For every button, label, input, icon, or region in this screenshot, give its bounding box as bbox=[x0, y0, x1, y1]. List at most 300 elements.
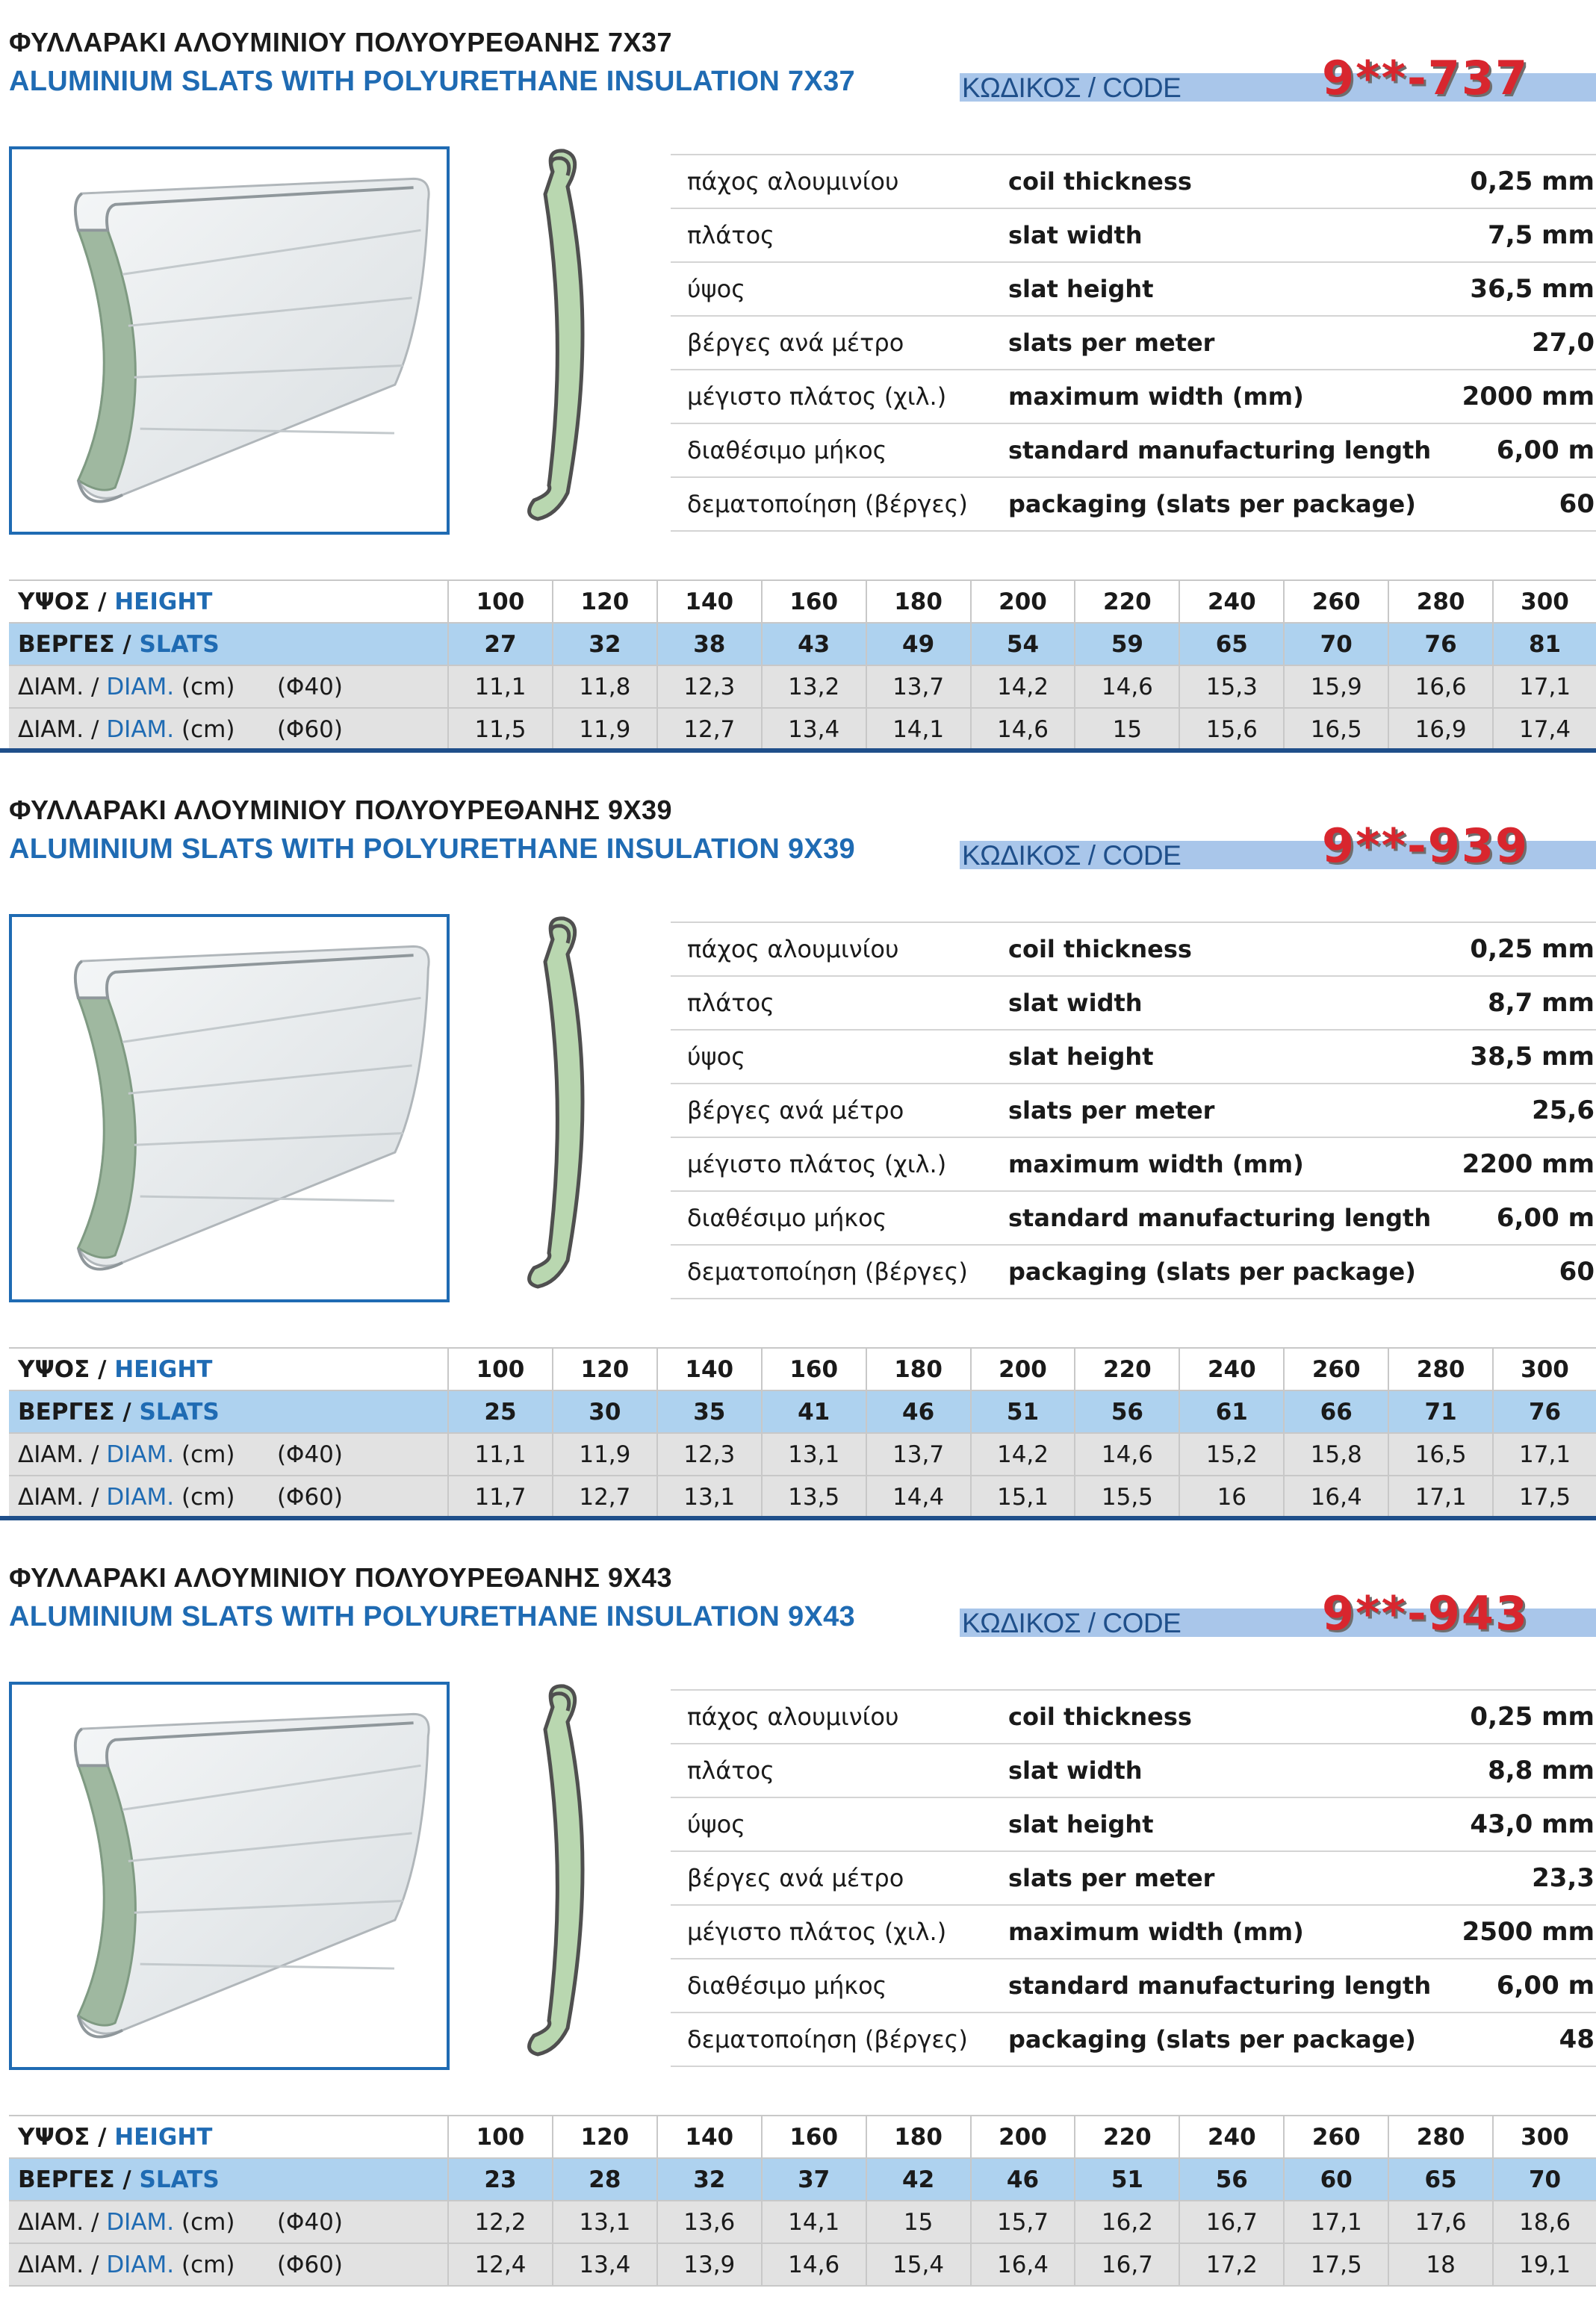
cell: 16,2 bbox=[1075, 2201, 1179, 2243]
cell: 17,1 bbox=[1493, 665, 1596, 708]
cell: 12,3 bbox=[657, 665, 762, 708]
spec-row bbox=[671, 1797, 1596, 1851]
spec-row bbox=[671, 1690, 1596, 1744]
spec-row bbox=[671, 155, 1596, 208]
spec-label-english: maximum width (mm) bbox=[1008, 1905, 1455, 1959]
cell: 43 bbox=[762, 623, 866, 665]
spec-label-greek: ύψος bbox=[671, 262, 1008, 316]
section-divider bbox=[0, 1516, 1596, 1520]
spec-label-greek: διαθέσιμο μήκος bbox=[671, 1191, 1008, 1245]
spec-value: 48 bbox=[1455, 2013, 1596, 2066]
row-label-diameter bbox=[9, 2243, 448, 2286]
title-greek: ΦΥΛΛΑΡΑΚΙ ΑΛΟΥΜΙΝΙΟΥ ΠΟΛΥΟΥΡΕΘΑΝΗΣ 7Χ37 bbox=[9, 27, 673, 58]
cell: 28 bbox=[553, 2158, 657, 2201]
spec-value: 43,0 mm bbox=[1455, 1797, 1596, 1851]
code-label: ΚΩΔΙΚΟΣ / CODE bbox=[962, 840, 1182, 871]
spec-label-greek: διαθέσιμο μήκος bbox=[671, 423, 1008, 477]
spec-label-greek: βέργες ανά μέτρο bbox=[671, 316, 1008, 370]
cell: 17,5 bbox=[1493, 1476, 1596, 1518]
cell: 140 bbox=[657, 580, 762, 623]
label-greek: ΔΙΑΜ. / bbox=[18, 2208, 107, 2236]
cell: 15,4 bbox=[866, 2243, 971, 2286]
spec-value: 0,25 mm bbox=[1455, 155, 1596, 208]
label-phi: (Φ40) bbox=[276, 1440, 343, 1468]
cell: 13,7 bbox=[866, 665, 971, 708]
cell: 11,8 bbox=[553, 665, 657, 708]
cell: 140 bbox=[657, 1348, 762, 1390]
spec-label-english: slat width bbox=[1008, 1744, 1455, 1797]
label-greek: ΔΙΑΜ. / bbox=[18, 673, 107, 700]
label-greek: ΔΙΑΜ. / bbox=[18, 1440, 107, 1468]
title-greek: ΦΥΛΛΑΡΑΚΙ ΑΛΟΥΜΙΝΙΟΥ ΠΟΛΥΟΥΡΕΘΑΝΗΣ 9Χ39 bbox=[9, 795, 673, 825]
spec-label-greek: μέγιστο πλάτος (χιλ.) bbox=[671, 1905, 1008, 1959]
spec-row bbox=[671, 370, 1596, 423]
cell: 16,6 bbox=[1388, 665, 1493, 708]
cell: 18 bbox=[1388, 2243, 1493, 2286]
row-heights bbox=[9, 580, 1596, 623]
label-english: DIAM. bbox=[106, 2251, 175, 2278]
spec-label-english: standard manufacturing length bbox=[1008, 1191, 1455, 1245]
product-section-1 bbox=[0, 0, 1596, 768]
row-label-diameter bbox=[9, 708, 448, 750]
cell: 11,5 bbox=[448, 708, 553, 750]
spec-row bbox=[671, 1030, 1596, 1084]
cell: 220 bbox=[1075, 2116, 1179, 2158]
cell: 300 bbox=[1493, 580, 1596, 623]
row-label-height bbox=[9, 580, 448, 623]
cell: 65 bbox=[1179, 623, 1284, 665]
cell: 17,2 bbox=[1179, 2243, 1284, 2286]
spec-value: 2500 mm bbox=[1455, 1905, 1596, 1959]
cell: 13,1 bbox=[657, 1476, 762, 1518]
cell: 18,6 bbox=[1493, 2201, 1596, 2243]
cell: 13,4 bbox=[762, 708, 866, 750]
cell: 11,1 bbox=[448, 1433, 553, 1476]
row-label-diameter bbox=[9, 1476, 448, 1518]
code-value: 9**-943 bbox=[1322, 1586, 1530, 1641]
spec-label-greek: μέγιστο πλάτος (χιλ.) bbox=[671, 1137, 1008, 1191]
cell: 25 bbox=[448, 1390, 553, 1433]
cell: 65 bbox=[1388, 2158, 1493, 2201]
cell: 17,6 bbox=[1388, 2201, 1493, 2243]
label-english: DIAM. bbox=[106, 715, 175, 743]
cell: 120 bbox=[553, 2116, 657, 2158]
cell: 13,5 bbox=[762, 1476, 866, 1518]
cell: 200 bbox=[971, 2116, 1075, 2158]
title-english: ALUMINIUM SLATS WITH POLYURETHANE INSULATION 9X43 bbox=[9, 1601, 855, 1632]
label-unit: (cm) bbox=[174, 2251, 235, 2278]
label-english: HEIGHT bbox=[114, 2123, 213, 2151]
spec-value: 25,6 bbox=[1455, 1084, 1596, 1137]
label-phi: (Φ60) bbox=[276, 1483, 343, 1511]
cell: 17,1 bbox=[1493, 1433, 1596, 1476]
label-greek: ΒΕΡΓΕΣ / bbox=[18, 1398, 140, 1426]
spec-row bbox=[671, 2013, 1596, 2066]
spec-row bbox=[671, 477, 1596, 531]
cell: 160 bbox=[762, 1348, 866, 1390]
cell: 240 bbox=[1179, 580, 1284, 623]
row-slats bbox=[9, 623, 1596, 665]
cell: 100 bbox=[448, 1348, 553, 1390]
cell: 300 bbox=[1493, 1348, 1596, 1390]
row-diam40 bbox=[9, 2201, 1596, 2243]
cell: 11,9 bbox=[553, 1433, 657, 1476]
cell: 12,3 bbox=[657, 1433, 762, 1476]
spec-value: 60 bbox=[1455, 477, 1596, 531]
dimension-table bbox=[9, 1347, 1596, 1519]
spec-value: 6,00 m bbox=[1455, 1959, 1596, 2013]
cell: 49 bbox=[866, 623, 971, 665]
cell: 16 bbox=[1179, 1476, 1284, 1518]
cell: 42 bbox=[866, 2158, 971, 2201]
label-english: DIAM. bbox=[106, 1440, 175, 1468]
label-greek: ΥΨΟΣ / bbox=[18, 588, 115, 615]
spec-label-english: maximum width (mm) bbox=[1008, 1137, 1455, 1191]
cell: 61 bbox=[1179, 1390, 1284, 1433]
cell: 220 bbox=[1075, 1348, 1179, 1390]
spec-label-greek: δεματοποίηση (βέργες) bbox=[671, 2013, 1008, 2066]
spec-value: 8,8 mm bbox=[1455, 1744, 1596, 1797]
spec-value: 36,5 mm bbox=[1455, 262, 1596, 316]
row-heights bbox=[9, 1348, 1596, 1390]
cell: 14,6 bbox=[762, 2243, 866, 2286]
cell: 15 bbox=[866, 2201, 971, 2243]
cell: 16,7 bbox=[1179, 2201, 1284, 2243]
spec-row bbox=[671, 423, 1596, 477]
spec-label-english: slats per meter bbox=[1008, 1851, 1455, 1905]
cell: 180 bbox=[866, 2116, 971, 2158]
title-english: ALUMINIUM SLATS WITH POLYURETHANE INSULATION 9X39 bbox=[9, 833, 855, 865]
cell: 14,6 bbox=[971, 708, 1075, 750]
cell: 71 bbox=[1388, 1390, 1493, 1433]
cell: 81 bbox=[1493, 623, 1596, 665]
cell: 35 bbox=[657, 1390, 762, 1433]
cell: 13,4 bbox=[553, 2243, 657, 2286]
slat-profile-drawing bbox=[515, 1677, 612, 2066]
spec-label-english: slat width bbox=[1008, 208, 1455, 262]
spec-row bbox=[671, 208, 1596, 262]
cell: 140 bbox=[657, 2116, 762, 2158]
row-slats bbox=[9, 1390, 1596, 1433]
cell: 13,7 bbox=[866, 1433, 971, 1476]
cell: 60 bbox=[1284, 2158, 1388, 2201]
cell: 32 bbox=[657, 2158, 762, 2201]
cell: 100 bbox=[448, 580, 553, 623]
slat-profile-drawing bbox=[515, 142, 612, 530]
cell: 180 bbox=[866, 580, 971, 623]
cell: 59 bbox=[1075, 623, 1179, 665]
label-phi: (Φ40) bbox=[276, 2208, 343, 2236]
cell: 13,9 bbox=[657, 2243, 762, 2286]
row-slats bbox=[9, 2158, 1596, 2201]
spec-value: 0,25 mm bbox=[1455, 922, 1596, 976]
cell: 56 bbox=[1179, 2158, 1284, 2201]
cell: 30 bbox=[553, 1390, 657, 1433]
cell: 56 bbox=[1075, 1390, 1179, 1433]
spec-label-greek: βέργες ανά μέτρο bbox=[671, 1084, 1008, 1137]
label-english: DIAM. bbox=[106, 673, 175, 700]
cell: 37 bbox=[762, 2158, 866, 2201]
cell: 14,4 bbox=[866, 1476, 971, 1518]
cell: 14,1 bbox=[866, 708, 971, 750]
slat-photo bbox=[9, 1682, 450, 2070]
cell: 15,6 bbox=[1179, 708, 1284, 750]
label-phi: (Φ60) bbox=[276, 715, 343, 743]
cell: 15,8 bbox=[1284, 1433, 1388, 1476]
cell: 41 bbox=[762, 1390, 866, 1433]
spec-row bbox=[671, 1905, 1596, 1959]
cell: 14,2 bbox=[971, 665, 1075, 708]
cell: 200 bbox=[971, 1348, 1075, 1390]
cell: 38 bbox=[657, 623, 762, 665]
slat-photo bbox=[9, 146, 450, 535]
cell: 240 bbox=[1179, 2116, 1284, 2158]
spec-label-greek: δεματοποίηση (βέργες) bbox=[671, 477, 1008, 531]
cell: 51 bbox=[971, 1390, 1075, 1433]
row-diam60 bbox=[9, 1476, 1596, 1518]
cell: 70 bbox=[1284, 623, 1388, 665]
spec-value: 7,5 mm bbox=[1455, 208, 1596, 262]
cell: 280 bbox=[1388, 580, 1493, 623]
section-divider bbox=[0, 748, 1596, 753]
row-label-diameter bbox=[9, 2201, 448, 2243]
cell: 14,6 bbox=[1075, 665, 1179, 708]
spec-value: 38,5 mm bbox=[1455, 1030, 1596, 1084]
label-phi: (Φ60) bbox=[276, 2251, 343, 2278]
spec-label-greek: πάχος αλουμινίου bbox=[671, 155, 1008, 208]
cell: 13,6 bbox=[657, 2201, 762, 2243]
product-section-3 bbox=[0, 1535, 1596, 2303]
spec-label-greek: πάχος αλουμινίου bbox=[671, 1690, 1008, 1744]
spec-row bbox=[671, 1959, 1596, 2013]
cell: 100 bbox=[448, 2116, 553, 2158]
cell: 15,1 bbox=[971, 1476, 1075, 1518]
spec-row bbox=[671, 1084, 1596, 1137]
code-value: 9**-939 bbox=[1322, 818, 1530, 873]
title-english: ALUMINIUM SLATS WITH POLYURETHANE INSULATION 7X37 bbox=[9, 66, 855, 97]
label-greek: ΒΕΡΓΕΣ / bbox=[18, 2166, 140, 2193]
specs-table bbox=[671, 921, 1596, 1299]
spec-label-greek: ύψος bbox=[671, 1797, 1008, 1851]
cell: 160 bbox=[762, 580, 866, 623]
cell: 120 bbox=[553, 580, 657, 623]
spec-label-english: packaging (slats per package) bbox=[1008, 1245, 1455, 1299]
label-phi: (Φ40) bbox=[276, 673, 343, 700]
cell: 23 bbox=[448, 2158, 553, 2201]
slat-photo bbox=[9, 914, 450, 1302]
spec-label-greek: μέγιστο πλάτος (χιλ.) bbox=[671, 370, 1008, 423]
specs-table bbox=[671, 154, 1596, 532]
cell: 16,9 bbox=[1388, 708, 1493, 750]
label-english: HEIGHT bbox=[114, 1355, 213, 1383]
cell: 19,1 bbox=[1493, 2243, 1596, 2286]
label-english: DIAM. bbox=[106, 2208, 175, 2236]
row-label-slats bbox=[9, 623, 448, 665]
spec-label-greek: πλάτος bbox=[671, 208, 1008, 262]
spec-row bbox=[671, 262, 1596, 316]
cell: 13,2 bbox=[762, 665, 866, 708]
spec-label-english: coil thickness bbox=[1008, 922, 1455, 976]
spec-value: 2200 mm bbox=[1455, 1137, 1596, 1191]
product-section-2 bbox=[0, 768, 1596, 1535]
cell: 27 bbox=[448, 623, 553, 665]
spec-label-greek: πλάτος bbox=[671, 976, 1008, 1030]
cell: 76 bbox=[1493, 1390, 1596, 1433]
slat-profile bbox=[515, 142, 612, 530]
title-greek: ΦΥΛΛΑΡΑΚΙ ΑΛΟΥΜΙΝΙΟΥ ΠΟΛΥΟΥΡΕΘΑΝΗΣ 9Χ43 bbox=[9, 1562, 673, 1593]
row-label-diameter bbox=[9, 1433, 448, 1476]
slat-profile bbox=[515, 1677, 612, 2066]
cell: 76 bbox=[1388, 623, 1493, 665]
cell: 15 bbox=[1075, 708, 1179, 750]
cell: 11,7 bbox=[448, 1476, 553, 1518]
specs-table bbox=[671, 1689, 1596, 2067]
slat-photo-drawing bbox=[12, 149, 447, 532]
cell: 46 bbox=[971, 2158, 1075, 2201]
dimension-table bbox=[9, 579, 1596, 751]
row-heights bbox=[9, 2116, 1596, 2158]
row-diam40 bbox=[9, 665, 1596, 708]
cell: 46 bbox=[866, 1390, 971, 1433]
label-greek: ΔΙΑΜ. / bbox=[18, 715, 107, 743]
spec-label-english: coil thickness bbox=[1008, 155, 1455, 208]
cell: 280 bbox=[1388, 1348, 1493, 1390]
cell: 120 bbox=[553, 1348, 657, 1390]
spec-label-english: coil thickness bbox=[1008, 1690, 1455, 1744]
row-label-diameter bbox=[9, 665, 448, 708]
spec-row bbox=[671, 316, 1596, 370]
spec-row bbox=[671, 922, 1596, 976]
spec-label-english: packaging (slats per package) bbox=[1008, 477, 1455, 531]
label-unit: (cm) bbox=[174, 2208, 235, 2236]
spec-label-english: maximum width (mm) bbox=[1008, 370, 1455, 423]
spec-row bbox=[671, 1744, 1596, 1797]
row-diam40 bbox=[9, 1433, 1596, 1476]
label-unit: (cm) bbox=[174, 715, 235, 743]
cell: 12,7 bbox=[657, 708, 762, 750]
cell: 13,1 bbox=[553, 2201, 657, 2243]
spec-label-greek: δεματοποίηση (βέργες) bbox=[671, 1245, 1008, 1299]
cell: 16,5 bbox=[1284, 708, 1388, 750]
spec-value: 6,00 m bbox=[1455, 423, 1596, 477]
spec-label-english: slat height bbox=[1008, 1797, 1455, 1851]
cell: 16,7 bbox=[1075, 2243, 1179, 2286]
cell: 17,1 bbox=[1284, 2201, 1388, 2243]
label-english: DIAM. bbox=[106, 1483, 175, 1511]
cell: 15,7 bbox=[971, 2201, 1075, 2243]
cell: 16,4 bbox=[971, 2243, 1075, 2286]
label-unit: (cm) bbox=[174, 1483, 235, 1511]
cell: 11,9 bbox=[553, 708, 657, 750]
cell: 16,5 bbox=[1388, 1433, 1493, 1476]
cell: 240 bbox=[1179, 1348, 1284, 1390]
cell: 66 bbox=[1284, 1390, 1388, 1433]
spec-value: 6,00 m bbox=[1455, 1191, 1596, 1245]
spec-label-english: slat height bbox=[1008, 1030, 1455, 1084]
label-greek: ΥΨΟΣ / bbox=[18, 2123, 115, 2151]
spec-row bbox=[671, 1137, 1596, 1191]
spec-row bbox=[671, 1245, 1596, 1299]
cell: 14,2 bbox=[971, 1433, 1075, 1476]
spec-value: 2000 mm bbox=[1455, 370, 1596, 423]
spec-value: 27,0 bbox=[1455, 316, 1596, 370]
row-diam60 bbox=[9, 708, 1596, 750]
spec-label-english: standard manufacturing length bbox=[1008, 1959, 1455, 2013]
cell: 14,1 bbox=[762, 2201, 866, 2243]
cell: 160 bbox=[762, 2116, 866, 2158]
cell: 12,2 bbox=[448, 2201, 553, 2243]
row-diam60 bbox=[9, 2243, 1596, 2286]
cell: 11,1 bbox=[448, 665, 553, 708]
cell: 180 bbox=[866, 1348, 971, 1390]
slat-photo-drawing bbox=[12, 917, 447, 1299]
cell: 260 bbox=[1284, 1348, 1388, 1390]
cell: 70 bbox=[1493, 2158, 1596, 2201]
slat-photo-drawing bbox=[12, 1685, 447, 2067]
label-english: SLATS bbox=[139, 2166, 220, 2193]
cell: 260 bbox=[1284, 580, 1388, 623]
row-label-height bbox=[9, 1348, 448, 1390]
label-unit: (cm) bbox=[174, 673, 235, 700]
spec-label-english: slats per meter bbox=[1008, 1084, 1455, 1137]
slat-profile-drawing bbox=[515, 910, 612, 1298]
cell: 12,7 bbox=[553, 1476, 657, 1518]
label-greek: ΒΕΡΓΕΣ / bbox=[18, 630, 140, 658]
row-label-slats bbox=[9, 2158, 448, 2201]
cell: 200 bbox=[971, 580, 1075, 623]
cell: 51 bbox=[1075, 2158, 1179, 2201]
spec-label-greek: πάχος αλουμινίου bbox=[671, 922, 1008, 976]
spec-row bbox=[671, 976, 1596, 1030]
spec-label-english: slat height bbox=[1008, 262, 1455, 316]
spec-value: 23,3 bbox=[1455, 1851, 1596, 1905]
cell: 32 bbox=[553, 623, 657, 665]
spec-label-english: slat width bbox=[1008, 976, 1455, 1030]
cell: 14,6 bbox=[1075, 1433, 1179, 1476]
label-english: SLATS bbox=[139, 1398, 220, 1426]
cell: 17,4 bbox=[1493, 708, 1596, 750]
spec-row bbox=[671, 1191, 1596, 1245]
label-greek: ΥΨΟΣ / bbox=[18, 1355, 115, 1383]
cell: 15,5 bbox=[1075, 1476, 1179, 1518]
label-greek: ΔΙΑΜ. / bbox=[18, 1483, 107, 1511]
cell: 260 bbox=[1284, 2116, 1388, 2158]
code-label: ΚΩΔΙΚΟΣ / CODE bbox=[962, 72, 1182, 103]
cell: 12,4 bbox=[448, 2243, 553, 2286]
spec-label-english: packaging (slats per package) bbox=[1008, 2013, 1455, 2066]
cell: 300 bbox=[1493, 2116, 1596, 2158]
label-unit: (cm) bbox=[174, 1440, 235, 1468]
spec-value: 60 bbox=[1455, 1245, 1596, 1299]
code-label: ΚΩΔΙΚΟΣ / CODE bbox=[962, 1608, 1182, 1638]
spec-row bbox=[671, 1851, 1596, 1905]
cell: 54 bbox=[971, 623, 1075, 665]
cell: 15,2 bbox=[1179, 1433, 1284, 1476]
spec-value: 8,7 mm bbox=[1455, 976, 1596, 1030]
row-label-slats bbox=[9, 1390, 448, 1433]
spec-label-english: slats per meter bbox=[1008, 316, 1455, 370]
slat-profile bbox=[515, 910, 612, 1298]
code-value: 9**-737 bbox=[1322, 51, 1530, 105]
dimension-table bbox=[9, 2115, 1596, 2287]
cell: 280 bbox=[1388, 2116, 1493, 2158]
spec-value: 0,25 mm bbox=[1455, 1690, 1596, 1744]
spec-label-english: standard manufacturing length bbox=[1008, 423, 1455, 477]
spec-label-greek: ύψος bbox=[671, 1030, 1008, 1084]
label-greek: ΔΙΑΜ. / bbox=[18, 2251, 107, 2278]
spec-label-greek: πλάτος bbox=[671, 1744, 1008, 1797]
label-english: HEIGHT bbox=[114, 588, 213, 615]
